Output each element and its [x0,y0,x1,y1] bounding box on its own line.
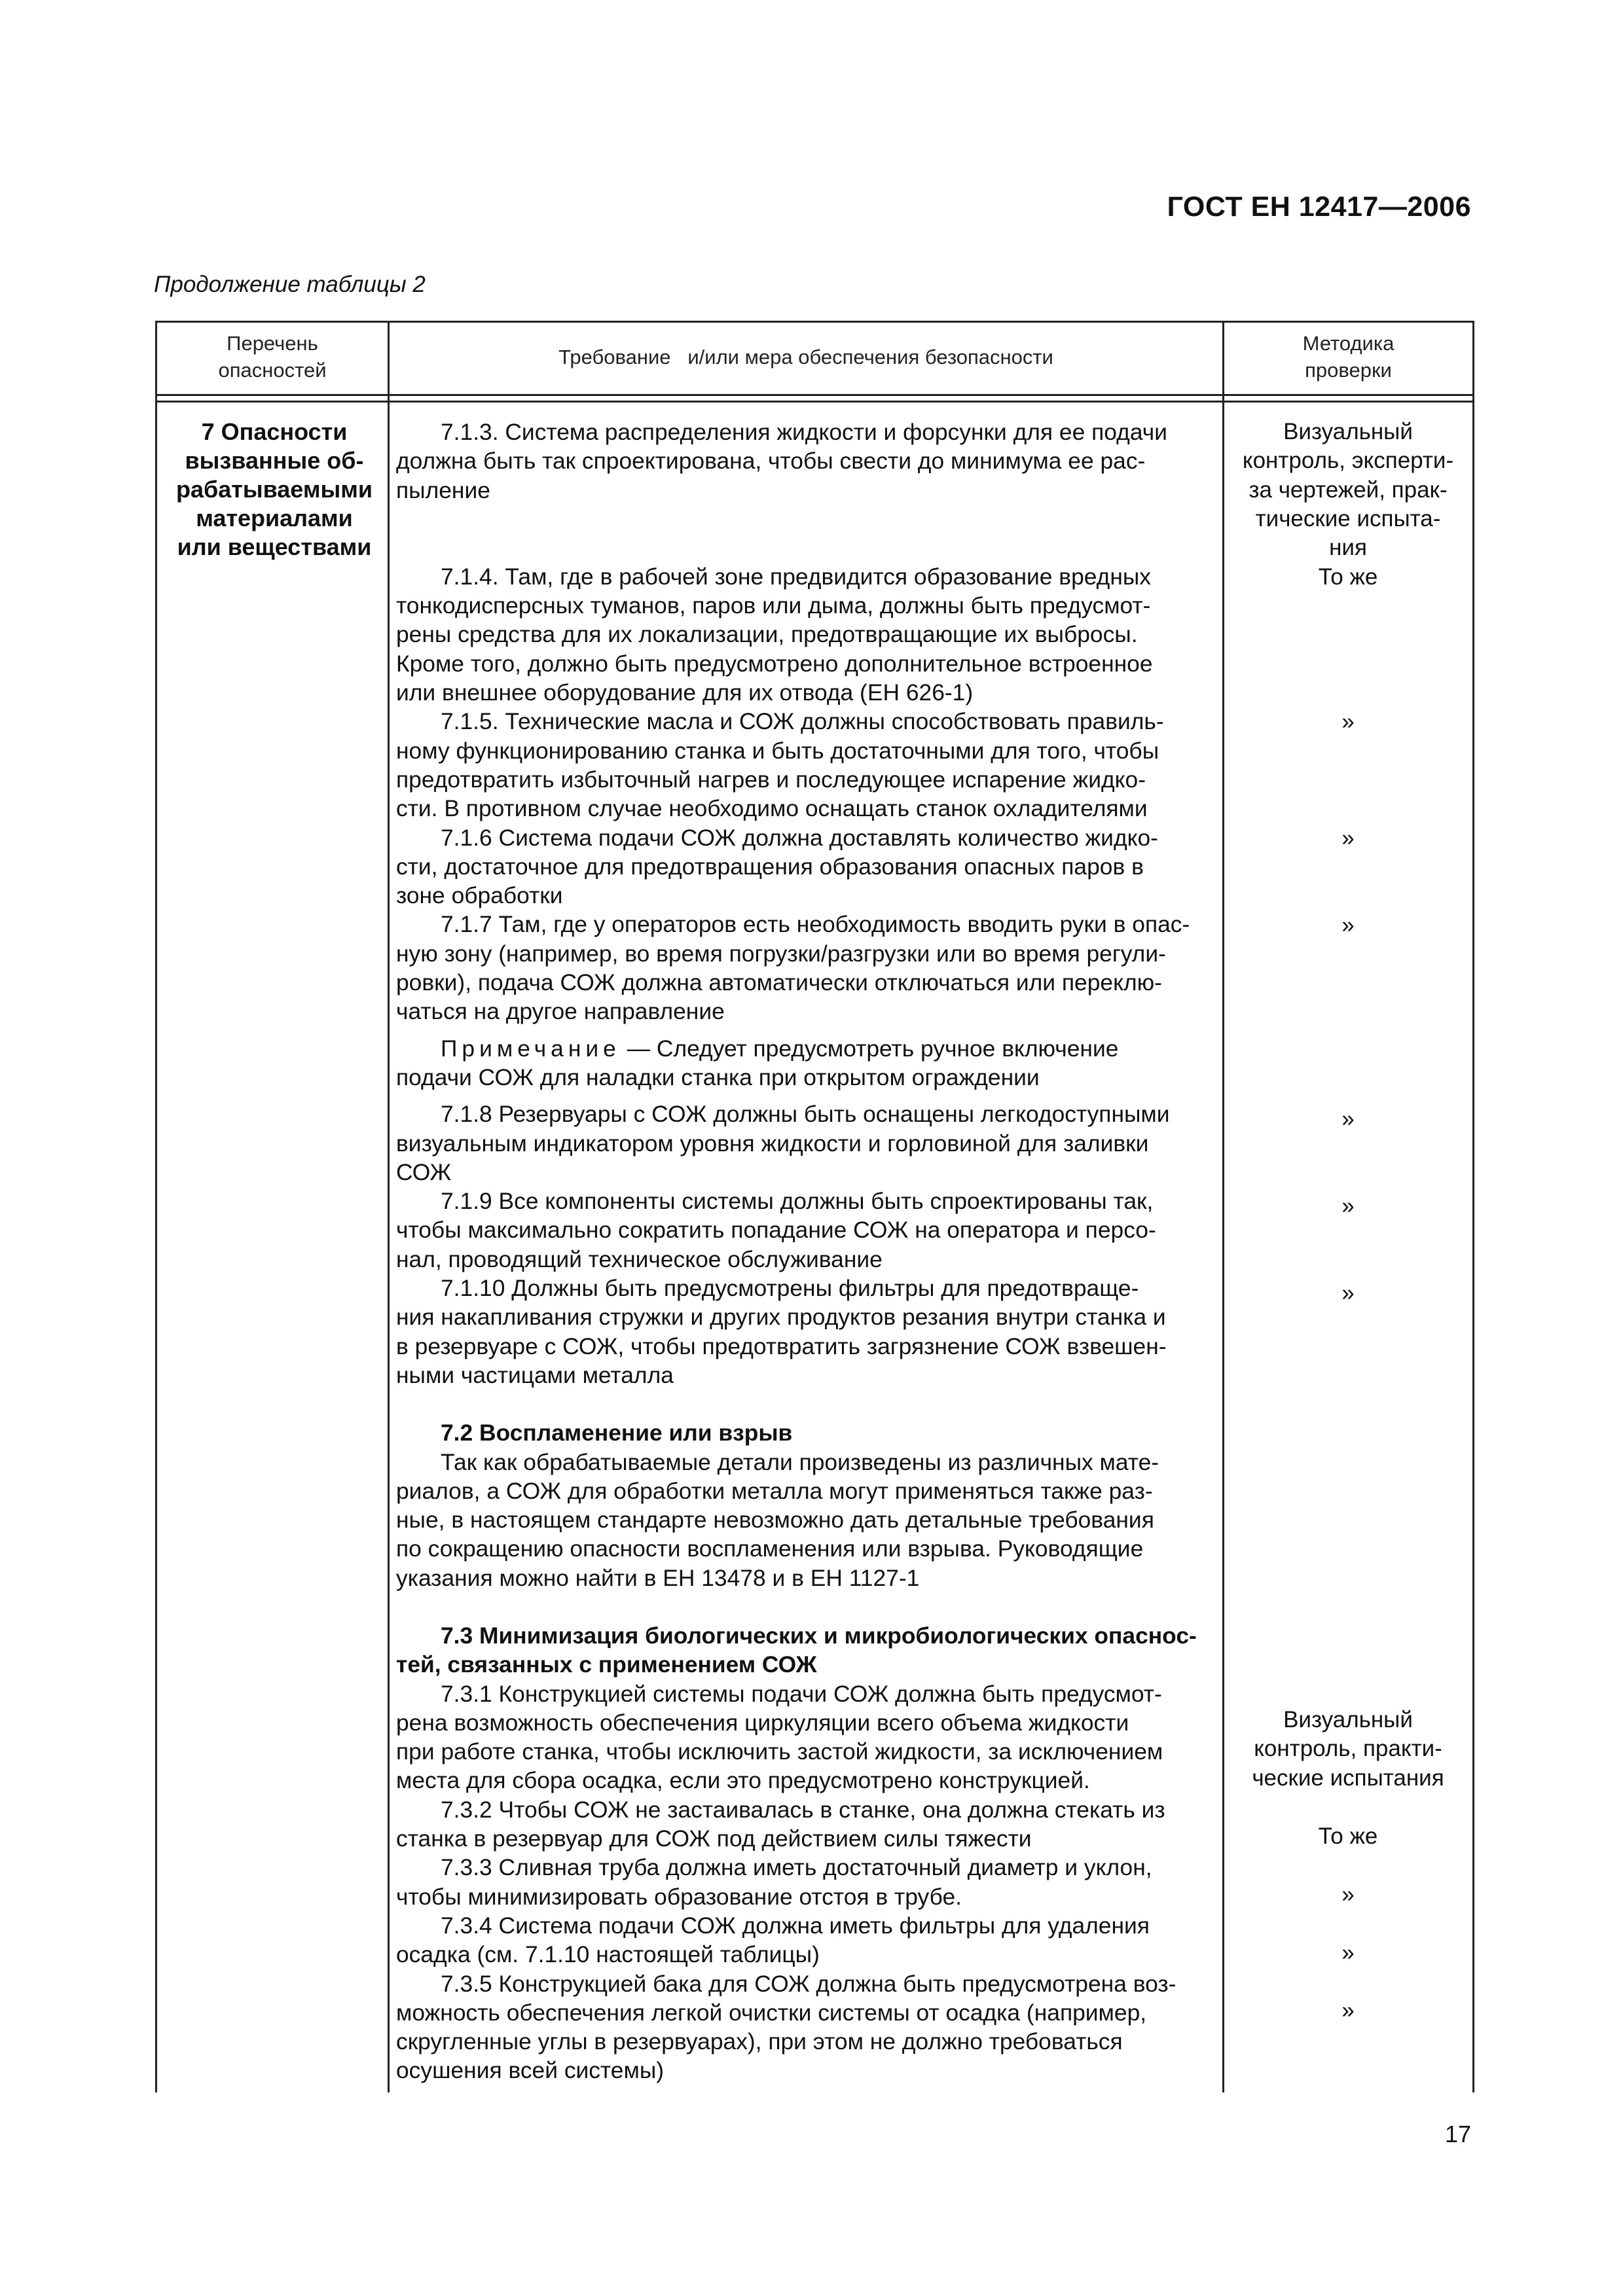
requirement-7-1-8: 7.1.8 Резервуары с СОЖ должны быть оснащены легкодоступными визуальным индикатором уровня жидкости и горловиной для заливки СОЖ [396,1101,1170,1185]
method-7-1-7: » [1341,912,1355,938]
requirement-7-1-3: 7.1.3. Система распределения жидкости и форсунки для ее подачи должна быть так спроектирована, чтобы свести до минимума ее рас- пыление [396,419,1167,503]
requirement-7-3-4: 7.3.4 Система подачи СОЖ должна иметь фильтры для удаления [441,1912,1150,1939]
requirement-7-1-7: 7.1.7 Там, где у операторов есть необходимость вводить руки в опас- ную зону (например, во время погрузки/разгрузки или во время регули- ровки), подача СОЖ должна автоматически отключаться или переклю- чаться на другое направление [396,911,1190,1025]
table-caption: Продолжение таблицы 2 [154,272,426,297]
method-7-1-6: » [1341,825,1355,851]
section-7-3: 7.3 Минимизация биологических и микробиологических опаснос- тей, связанных с применением СОЖ 7.3.1 Конструкцией системы подачи СОЖ должна быть предусмот- рена возможность обеспечения циркуляции всего объема жидкости при работе станка, чтобы исключить застой жидкости, за исключением места для сбора осадка, если это предусмотрено конструкцией. 7.3.2 Чтобы СОЖ не застаивалась в станке, она должна стекать из станка в резервуар для СОЖ под действием силы тяжести 7.3.3 Сливная труба должна иметь достаточный диаметр и уклон, чтобы минимизировать образование отстоя в трубе. 7.3.4 Система подачи СОЖ должна иметь фильтры для удаления осадка (см. 7.1.10 настоящей таблицы) 7.3.5 Конструкцией бака для СОЖ должна быть предусмотрена воз- можность обеспечения легкой очистки системы от осадка (например, скругленные углы в резервуарах), при этом не должно требоваться осушения всей системы) [396,1621,1214,2085]
table-border-left [155,321,157,2092]
note-label: Примечание [441,1035,621,1062]
requirement-text-column [396,418,1214,2085]
requirement-note: Примечание — Следует предусмотреть ручное включение подачи СОЖ для наладки станка при открытом ограждении [396,1035,1119,1090]
requirements-table [155,321,1474,2092]
section-7-3-heading: 7.3 Минимизация биологических и микробиологических опаснос- [441,1622,1197,1649]
section-7-2-heading: 7.2 Воспламенение или взрыв [441,1420,793,1446]
section-7-2: 7.2 Воспламенение или взрыв Так как обрабатываемые детали произведены из различных мате- риалов, а СОЖ для обработки металла могут применяться также раз- ные, в настоящем стандарте невозможно дать детальные требования по сокращению опасности воспламенения или взрыва. Руководящие указания можно найти в ЕН 13478 и в ЕН 1127-1 [396,1418,1214,1592]
header-method: Методика проверки [1302,332,1395,382]
method-7-1-3: Визуальный контроль, эксперти- за чертежей, прак- тические испыта- ния [1242,419,1454,561]
requirement-7-1-6: 7.1.6 Система подачи СОЖ должна доставлять количество жидко- сти, достаточное для предотвращения образования опасных паров в зоне обработки [396,824,1158,909]
table-border-right [1472,321,1474,2092]
method-7-3-3: » [1341,1882,1355,1907]
page-number: 17 [1444,2121,1471,2147]
method-7-3-4: » [1341,1940,1355,1965]
header-requirement: Требование и/или мера обеспечения безопасности [558,345,1053,368]
method-7-1-5: » [1341,709,1355,734]
column-divider-2 [1222,321,1224,2092]
requirement-7-3-5: 7.3.5 Конструкцией бака для СОЖ должна быть предусмотрена воз- [441,1970,1176,1997]
requirement-7-3-3: 7.3.3 Сливная труба должна иметь достаточный диаметр и уклон, [441,1854,1152,1881]
method-column [1226,418,1470,2080]
method-7-1-9: » [1341,1193,1355,1219]
requirement-7-1-4: 7.1.4. Там, где в рабочей зоне предвидится образование вредных тонкодисперсных туманов, паров или дыма, должны быть предусмот- рены средства для их локализации, предотвращающие их выбросы. Кроме того, должно быть предусмотрено дополнительное встроенное или внешнее оборудование для их отвода (ЕН 626-1) [396,563,1153,706]
requirement-7-1-5: 7.1.5. Технические масла и СОЖ должны способствовать правиль- ному функционированию станка и быть достаточными для того, чтобы предотвратить избыточный нагрев и последующее испарение жидко- сти. В противном случае необходимо оснащать станок охладителями [396,708,1164,822]
method-7-3-5: » [1341,1998,1355,2023]
column-divider-1 [388,321,390,2092]
method-7-1-8: » [1341,1106,1355,1132]
requirement-7-3-2: 7.3.2 Чтобы СОЖ не застаивалась в станке, она должна стекать из [441,1796,1165,1823]
header-separator-1 [155,394,1474,396]
doc-code: ГОСТ ЕН 12417—2006 [1167,191,1471,223]
method-7-1-10: » [1341,1280,1355,1306]
hazard-group-cell: 7 Опасности вызванные об- рабатываемыми материалами или веществами [175,418,373,560]
requirement-7-1-10: 7.1.10 Должны быть предусмотрены фильтры для предотвраще- ния накапливания стружки и других продуктов резания внутри станка и в резервуаре с СОЖ, чтобы предотвратить загрязнение СОЖ взвешен- ными частицами металла [396,1275,1167,1388]
requirement-7-1-9: 7.1.9 Все компоненты системы должны быть спроектированы так, чтобы максимально сократить попадание СОЖ на оператора и персо- нал, проводящий техническое обслуживание [396,1188,1156,1272]
method-7-3-1: Визуальный контроль, практи- ческие испытания [1252,1707,1444,1791]
method-7-3-2: То же [1318,1823,1378,1849]
header-separator-2 [155,401,1474,403]
method-7-1-4: То же [1318,564,1378,590]
header-hazards: Перечень опасностей [218,332,327,382]
